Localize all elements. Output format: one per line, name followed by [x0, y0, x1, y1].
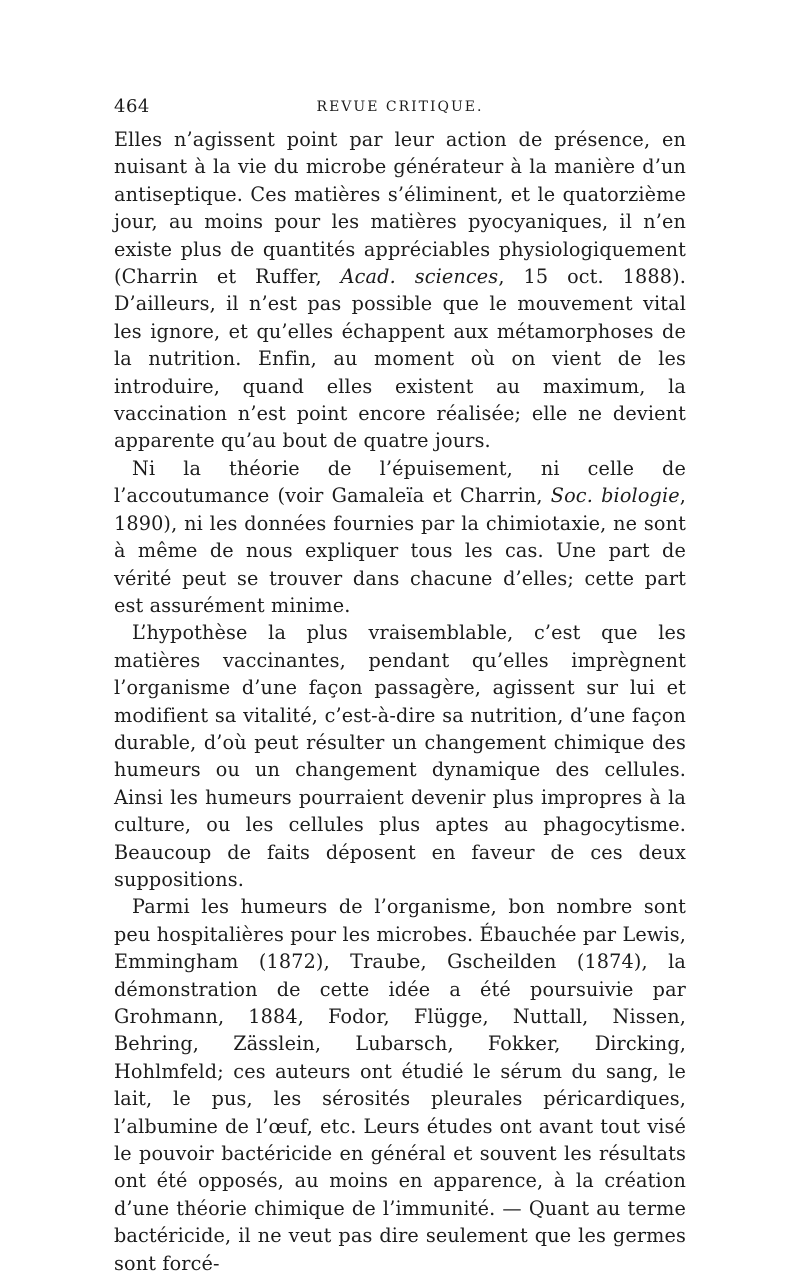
paragraph-1 [114, 126, 686, 455]
running-title: REVUE CRITIQUE. [316, 99, 484, 115]
running-head [114, 96, 686, 122]
journal-title: Acad. sciences [340, 265, 499, 289]
journal-title: Soc. biologie [550, 484, 680, 508]
book-page [114, 96, 686, 1277]
body-text [114, 126, 686, 1277]
text-span: , 1890), ni les données fournies par la chimiotaxie, ne sont à même de nous expliquer tous les cas. Une part de vérité peut se trouver dans chacune d’elles; cette part est assurément minime. [114, 484, 686, 617]
text-span: L’hypothèse la plus vraisemblable, c’est que les matières vaccinantes, pendant qu’elles imprègnent l’organisme d’une façon passagère, agissent sur lui et modifient sa vitalité, c’est-à-dire sa nutrition, d’une façon durable, d’où peut résulter un changement chimique des humeurs ou un changement dynamique des cellules. Ainsi les humeurs pourraient devenir plus impropres à la culture, ou les cellules plus aptes au phagocytisme. Beaucoup de faits déposent en faveur de ces deux suppositions. [114, 621, 686, 891]
page-number: 464 [114, 96, 150, 117]
paragraph-4 [114, 893, 686, 1277]
text-span: Parmi les humeurs de l’organisme, bon nombre sont peu hospitalières pour les microbes. Ébauchée par Lewis, Emmingham (1872), Traube, Gscheilden (1874), la démonstration de cette idée a été poursuivie par Grohmann, 1884, Fodor, Flügge, Nuttall, Nissen, Behring, Zässlein, Lubarsch, Fokker, Dircking, Hohlmfeld; ces auteurs ont étudié le sérum du sang, le lait, le pus, les sérosités pleurales péricardiques, l’albumine de l’œuf, etc. Leurs études ont avant tout visé le pouvoir bactéricide en général et souvent les résultats ont été opposés, au moins en apparence, à la création d’une théorie chimique de l’immunité. — Quant au terme bactéricide, il ne veut pas dire seulement que les germes sont forcé- [114, 895, 686, 1275]
text-span: , 15 oct. 1888). D’ailleurs, il n’est pas possible que le mouvement vital les ignore, et qu’elles échappent aux métamorphoses de la nutrition. Enfin, au moment où on vient de les introduire, quand elles existent au maximum, la vaccination n’est point encore réalisée; elle ne devient apparente qu’au bout de quatre jours. [114, 265, 686, 453]
paragraph-3 [114, 619, 686, 893]
text-span: Ni la théorie de l’épuisement, ni celle de l’accoutumance (voir Gamaleïa et Charrin, [114, 456, 686, 508]
paragraph-2 [114, 455, 686, 619]
text-span: Elles n’agissent point par leur action de présence, en nuisant à la vie du microbe générateur à la manière d’un antiseptique. Ces matières s’éliminent, et le quatorzième jour, au moins pour les matières pyocyaniques, il n’en existe plus de quantités appréciables physiologiquement (Charrin et Ruffer, [114, 128, 686, 289]
